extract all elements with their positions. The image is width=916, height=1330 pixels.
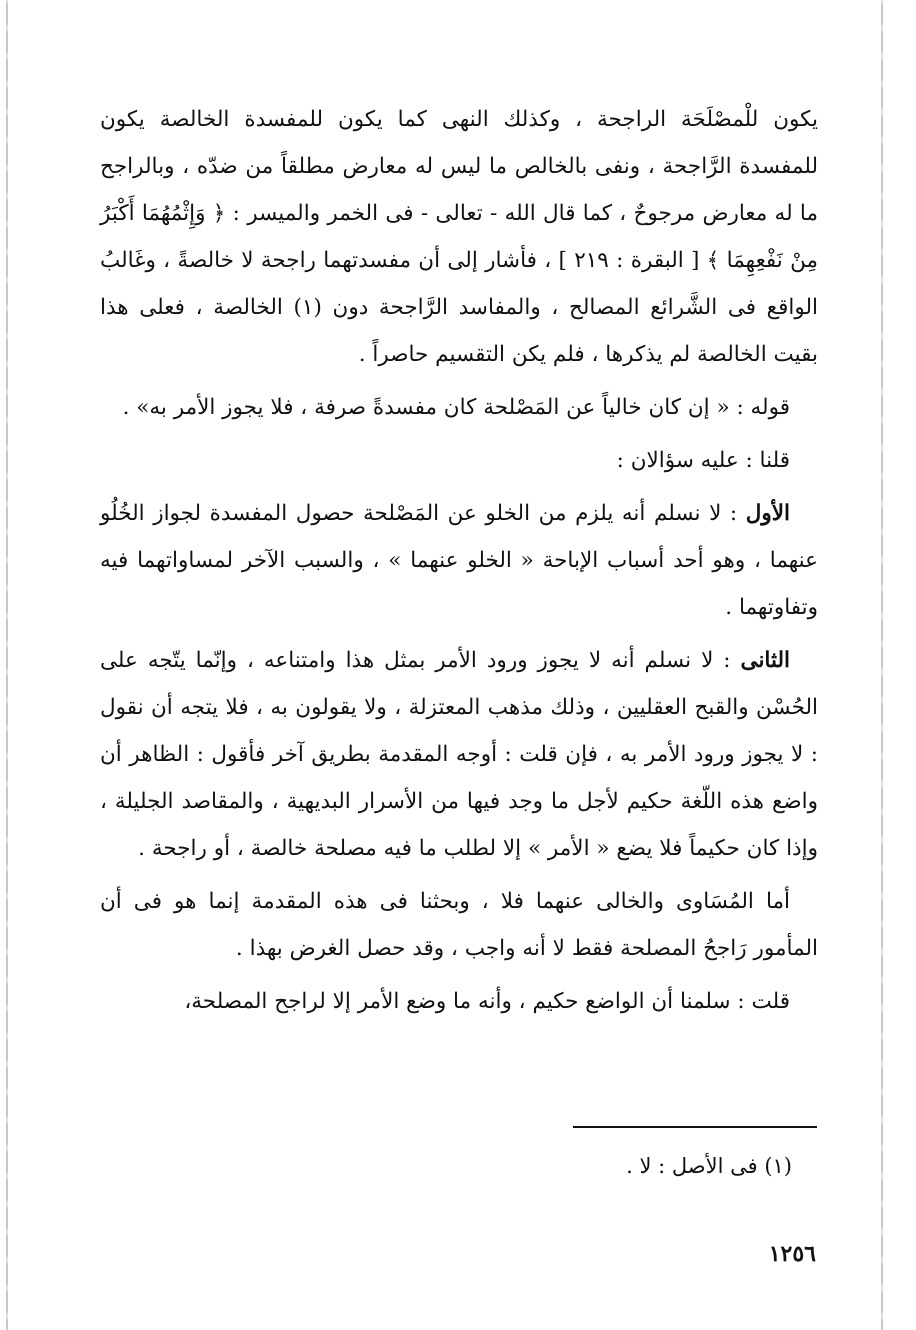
paragraph-7 [100, 978, 818, 1025]
paragraph-4-lead: الأول [745, 501, 790, 526]
scan-margin-right [881, 0, 883, 1330]
paragraph-1 [100, 96, 818, 378]
scan-margin-left [6, 0, 8, 1330]
paragraph-2 [100, 384, 818, 431]
paragraph-6-text: أما المُسَاوى والخالى عنهما فلا ، وبحثنا فى هذه المقدمة إنما هو فى أن المأمور رَاجحُ المصلحة فقط لا أنه واجب ، وقد حصل الغرض بهذا . [100, 889, 818, 961]
paragraph-3 [100, 437, 818, 484]
main-text [100, 96, 818, 1031]
paragraph-2-text: قوله : « إن كان خالياً عن المَصْلحة كان مفسدةً صرفة ، فلا يجوز الأمر به» . [122, 395, 790, 420]
paragraph-5-lead: الثانى [740, 648, 790, 673]
paragraph-5-text: : لا نسلم أنه لا يجوز ورود الأمر بمثل هذا وامتناعه ، وإنّما يتّجه على الحُسْن والقبح العقليين ، وذلك مذهب المعتزلة ، ولا يقولون به ، فلا يتجه أن نقول : لا يجوز ورود الأمر به ، فإن قلت : أوجه المقدمة بطريق آخر فأقول : الظاهر أن واضع هذه اللّغة حكيم لأجل ما وجد فيها من الأسرار البديهية ، والمقاصد الجليلة ، وإذا كان حكيماً فلا يضع « الأمر » إلا لطلب ما فيه مصلحة خالصة ، أو راجحة . [100, 648, 818, 861]
footnote-separator [573, 1126, 817, 1128]
paragraph-4-text: : لا نسلم أنه يلزم من الخلو عن المَصْلحة حصول المفسدة لجواز الخُلُو عنهما ، وهو أحد أسباب الإباحة « الخلو عنهما » ، والسبب الآخر لمساواتهما فيه وتفاوتهما . [100, 501, 818, 620]
page-number: ١٢٥٦ [768, 1241, 816, 1267]
paragraph-6 [100, 878, 818, 972]
paragraph-7-text: قلت : سلمنا أن الواضع حكيم ، وأنه ما وضع الأمر إلا لراجح المصلحة، [184, 989, 790, 1014]
paragraph-4 [100, 490, 818, 631]
paragraph-1-text: يكون للْمصْلَحَة الراجحة ، وكذلك النهى كما يكون للمفسدة الخالصة يكون للمفسدة الرَّاجحة ، ونفى بالخالص ما ليس له معارض مطلقاً من ضدّه ، وبالراجح ما له معارض مرجوحٌ ، كما قال الله - تعالى - فى الخمر والميسر : ﴿ وَإِثْمُهُمَا أَكْبَرُ مِنْ نَفْعِهِمَا ﴾ [ البقرة : ٢١٩ ] ، فأشار إلى أن مفسدتهما راجحة لا خالصةً ، وغَالبُ الواقع فى الشَّرائع المصالح ، والمفاسد الرَّاجحة دون (١) الخالصة ، فعلى هذا بقيت الخالصة لم يذكرها ، فلم يكن التقسيم حاصراً . [100, 107, 819, 367]
paragraph-3-text: قلنا : عليه سؤالان : [616, 448, 790, 473]
paragraph-5 [100, 637, 818, 872]
footnote: (١) فى الأصل : لا . [626, 1154, 792, 1178]
